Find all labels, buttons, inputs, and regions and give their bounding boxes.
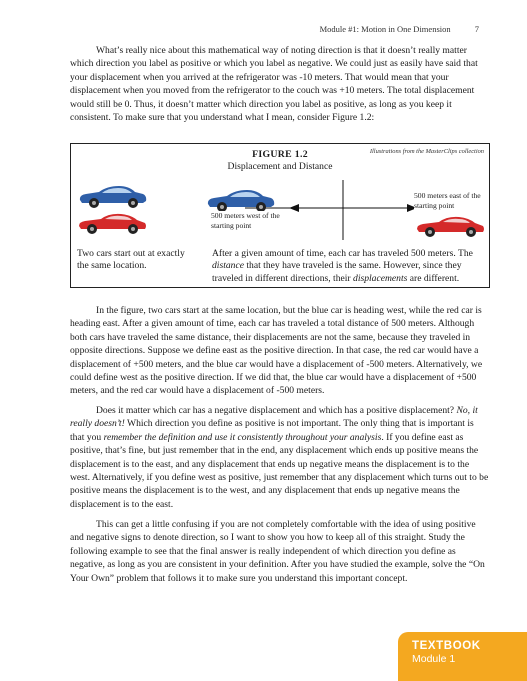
paragraph-1: [70, 44, 490, 124]
running-title: Module #1: Motion in One Dimension: [319, 24, 451, 34]
paragraph-3-part-c: Which direction you define as positive is not important. The only thing that is important is that you: [70, 418, 474, 443]
caption-right-part-c: that they have traveled is the same. However, since they traveled in different directions, their: [212, 260, 462, 284]
label-west: 500 meters west of the starting point: [211, 211, 291, 230]
running-header: [179, 24, 479, 34]
paragraph-4-text: This can get a little confusing if you are not completely comfortable with the idea of using positive and negative signs to denote direction, so I want to show you how to keep all of this straight. Study the following example to see that the final answer is really independent of which direction you define as negative, as long as you are consistent in your definition. After you have studied the example, solve the “On Your Own” problem that follows it to make sure you understand this important concept.: [70, 519, 485, 584]
blue-car-west: [203, 186, 279, 214]
caption-right-part-e: are different.: [407, 272, 460, 284]
figure-title: FIGURE 1.2: [252, 149, 308, 160]
paragraph-2-text: In the figure, two cars start at the same location, but the blue car is heading west, while the red car is heading east. After a given amount of time, each car has traveled a total distance of 500 meters. Although both cars have traveled the same distance, their displacements are not the same, because they traveled in opposite directions. Suppose we define east as the positive direction. In that case, the red car would have a displacement of +500 meters, and the blue car would have a displacement of -500 meters. Alternatively, we could define west as the positive direction. If we did that, the blue car would have a displacement of +500 meters, and the red car would have a displacement of -500 meters.: [70, 305, 483, 397]
tab-label-textbook: TEXTBOOK: [412, 640, 481, 652]
paragraph-4: [70, 518, 490, 585]
tab-label-module: Module 1: [412, 653, 456, 665]
paragraph-3: [70, 404, 490, 511]
figure-subtitle: Displacement and Distance: [227, 161, 333, 172]
caption-right-displacements: displacements: [353, 272, 408, 284]
blue-car-start: [77, 182, 149, 210]
textbook-module-tab[interactable]: [398, 632, 527, 681]
page-number: 7: [474, 24, 479, 34]
paragraph-3-part-a: Does it matter which car has a negative displacement and which has a positive displacement?: [96, 405, 457, 416]
caption-right-distance: distance: [212, 260, 244, 272]
figure-1-2: [70, 143, 490, 288]
red-car-east: [415, 211, 487, 239]
figure-caption-left: Two cars start out at exactly the same location.: [77, 248, 185, 272]
caption-right-part-a: After a given amount of time, each car has traveled 500 meters. The: [212, 248, 473, 259]
figure-caption-right: [212, 248, 487, 285]
red-car-start: [77, 208, 149, 236]
paragraph-3-emphasis-2: remember the definition and use it consistently throughout your analysis: [103, 431, 382, 443]
paragraph-1-text: What’s really nice about this mathematical way of noting direction is that it doesn’t really matter which direction you label as positive or which you label as negative. We could just as easily have said that your displacement when you arrived at the refrigerator was -10 meters. That would mean that your displacement when you moved from the refrigerator to the couch was +10 meters. The total displacement would still be 0. Thus, it doesn’t matter which direction you label as positive, as long as you keep it consistent. To make sure that you understand what I mean, consider Figure 1.2:: [70, 45, 478, 124]
paragraph-3-emphasis-1: No, it really doesn’t!: [70, 405, 478, 430]
figure-credit: Illustrations from the MasterClips collection: [369, 148, 484, 155]
paragraph-3-part-e: . If you define east as positive, that’s fine, but just remember that in the end, any displacement which ends up positive means the displacement is to the east, and any displacement that ends up negative means the displacement is to the west. Alternatively, if you define west as positive, just remember that any displacement which turns out to be positive means the displacement is to the west, and any displacement that ends up negative means the displacement is to the east.: [70, 431, 489, 510]
label-east: 500 meters east of the starting point: [414, 191, 488, 210]
paragraph-2: [70, 304, 490, 398]
